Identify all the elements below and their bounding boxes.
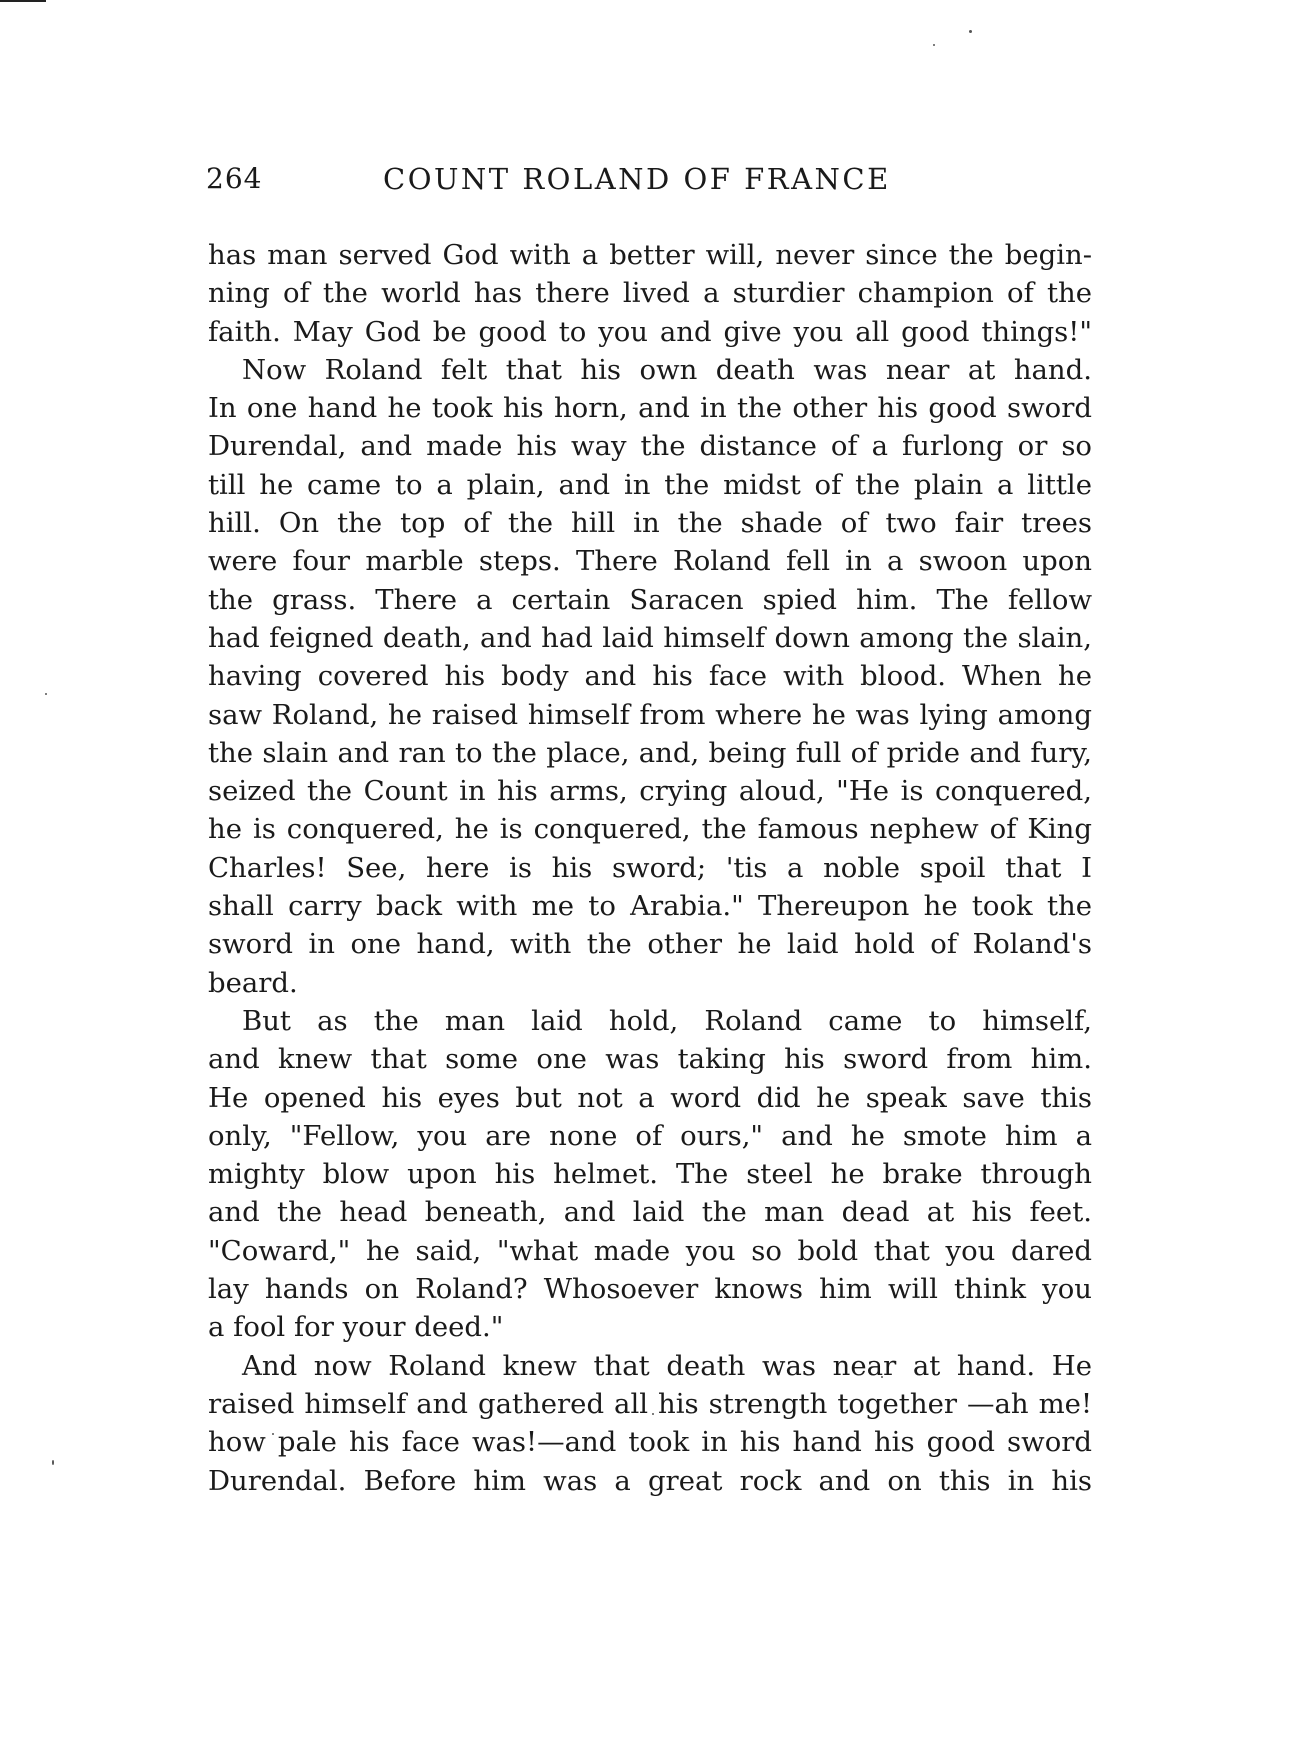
text-line: Durendal, and made his way the distance of a furlong or so <box>208 430 1092 463</box>
text-line: sword in one hand, with the other he laid hold of Roland's <box>208 928 1092 961</box>
paragraph <box>208 236 1092 351</box>
page-header <box>206 162 1056 212</box>
text-line: the slain and ran to the place, and, being full of pride and fury, <box>208 736 1092 769</box>
paragraph <box>208 1002 1092 1347</box>
text-line: only, "Fellow, you are none of ours," and he smote him a <box>208 1119 1092 1152</box>
body-text <box>208 236 1092 1500</box>
text-line: a fool for your deed." <box>208 1311 504 1344</box>
paragraph <box>208 351 1092 1002</box>
text-line: till he came to a plain, and in the midst of the plain a little <box>208 468 1092 501</box>
page-number: 264 <box>206 162 263 195</box>
text-line: and knew that some one was taking his sword from him. <box>208 1043 1092 1076</box>
text-line: he is conquered, he is conquered, the famous nephew of King <box>208 813 1092 846</box>
text-line: "Coward," he said, "what made you so bold that you dared <box>208 1234 1092 1267</box>
text-line: the grass. There a certain Saracen spied him. The fellow <box>208 583 1092 616</box>
text-line: were four marble steps. There Roland fell in a swoon upon <box>208 545 1092 578</box>
text-line: Charles! See, here is his sword; 'tis a noble spoil that I <box>208 851 1092 884</box>
text-line: He opened his eyes but not a word did he speak save this <box>208 1081 1092 1114</box>
scan-edge-mark <box>0 0 46 2</box>
text-line: hill. On the top of the hill in the shade of two fair trees <box>208 507 1092 540</box>
text-line: mighty blow upon his helmet. The steel he brake through <box>208 1158 1092 1191</box>
running-title: COUNT ROLAND OF FRANCE <box>383 162 891 196</box>
text-line: ning of the world has there lived a sturdier champion of the <box>208 277 1092 310</box>
text-line: In one hand he took his horn, and in the other his good sword <box>208 392 1092 425</box>
text-line: had feigned death, and had laid himself down among the slain, <box>208 621 1092 654</box>
paragraph <box>208 1347 1092 1500</box>
text-line: how pale his face was!—and took in his hand his good sword <box>208 1426 1092 1459</box>
text-line: has man served God with a better will, never since the begin- <box>208 239 1092 271</box>
text-line: saw Roland, he raised himself from where he was lying among <box>208 698 1092 731</box>
scan-speck <box>969 30 972 33</box>
text-line: having covered his body and his face with blood. When he <box>208 660 1092 693</box>
text-line: raised himself and gathered all his strength together —ah me! <box>208 1387 1092 1420</box>
text-line: faith. May God be good to you and give you all good things!" <box>208 315 1092 348</box>
text-line: and the head beneath, and laid the man dead at his feet. <box>208 1196 1092 1229</box>
scan-speck <box>933 44 935 46</box>
text-line: lay hands on Roland? Whosoever knows him will think you <box>208 1273 1092 1306</box>
text-line: But as the man laid hold, Roland came to himself, <box>242 1004 1092 1037</box>
text-line: And now Roland knew that death was near at hand. He <box>242 1349 1092 1382</box>
text-line: seized the Count in his arms, crying aloud, "He is conquered, <box>208 775 1092 808</box>
text-line: Now Roland felt that his own death was near at hand. <box>242 353 1092 386</box>
scan-speck <box>52 1460 54 1465</box>
text-line: Durendal. Before him was a great rock and on this in his <box>208 1464 1092 1497</box>
text-line: shall carry back with me to Arabia." Thereupon he took the <box>208 890 1092 923</box>
scan-speck <box>45 693 47 695</box>
text-line: beard. <box>208 966 298 999</box>
